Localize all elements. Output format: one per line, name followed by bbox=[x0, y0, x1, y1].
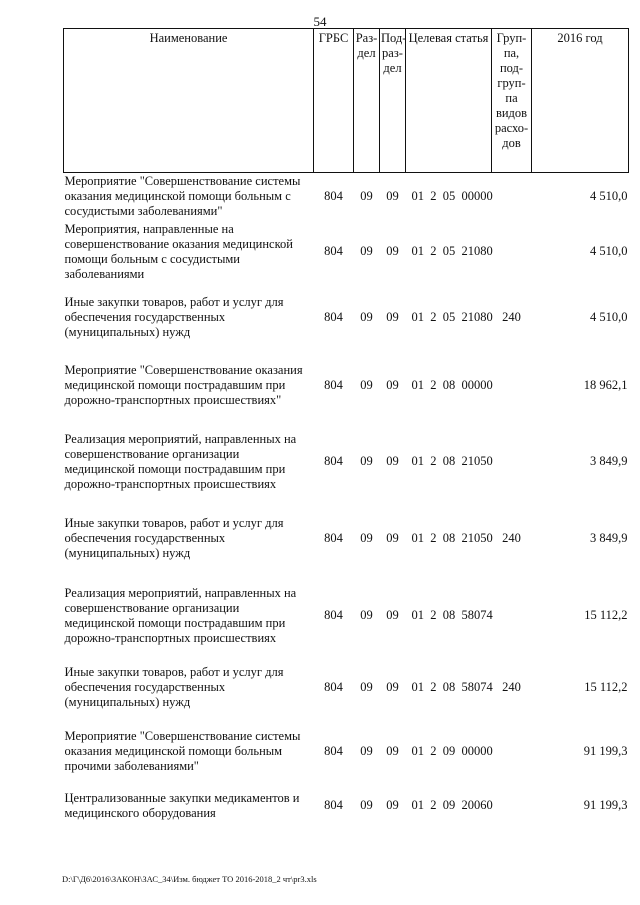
table-row bbox=[64, 173, 629, 221]
table-header bbox=[64, 29, 629, 173]
cell-podrazdel: 09 bbox=[386, 244, 399, 258]
cell-name: Иные закупки товаров, работ и услуг для обеспечения государственных (муниципальных) нужд bbox=[64, 665, 284, 709]
cell-amount: 91 199,3 bbox=[583, 744, 628, 758]
cell-podrazdel: 09 bbox=[386, 378, 399, 392]
table-row bbox=[64, 419, 629, 505]
cell-grbs: 804 bbox=[324, 744, 343, 758]
table-row bbox=[64, 505, 629, 573]
cell-target: 01 2 05 21080 bbox=[411, 244, 493, 258]
cell-name: Мероприятие "Совершенствование системы оказания медицинской помощи больным прочими заболеваниями" bbox=[64, 729, 301, 773]
cell-group: 240 bbox=[502, 310, 521, 324]
cell-grbs: 804 bbox=[324, 454, 343, 468]
table-row bbox=[64, 787, 629, 825]
footer-file-path: D:\Г\Д6\2016\ЗАКОН\ЗАС_34\Изм. бюджет ТО 2016-2018_2 чт\pr3.xls bbox=[62, 874, 317, 884]
cell-grbs: 804 bbox=[324, 378, 343, 392]
cell-grbs: 804 bbox=[324, 608, 343, 622]
cell-podrazdel: 09 bbox=[386, 454, 399, 468]
cell-group: 240 bbox=[502, 531, 521, 545]
cell-podrazdel: 09 bbox=[386, 680, 399, 694]
cell-amount: 3 849,9 bbox=[590, 531, 628, 545]
cell-amount: 4 510,0 bbox=[590, 189, 628, 204]
cell-name: Иные закупки товаров, работ и услуг для обеспечения государственных (муниципальных) нужд bbox=[64, 295, 284, 339]
header-group: Груп-па, под-груп-па видов расхо-дов bbox=[492, 29, 532, 173]
cell-podrazdel: 09 bbox=[386, 608, 399, 622]
table-row bbox=[64, 717, 629, 787]
table-body bbox=[64, 173, 629, 825]
cell-razdel: 09 bbox=[360, 454, 373, 468]
cell-group bbox=[492, 787, 532, 825]
cell-grbs: 804 bbox=[324, 531, 343, 545]
cell-target: 01 2 09 00000 bbox=[411, 744, 493, 758]
table-row bbox=[64, 573, 629, 659]
cell-grbs: 804 bbox=[324, 310, 343, 324]
cell-razdel: 09 bbox=[360, 798, 373, 812]
budget-table bbox=[63, 28, 629, 825]
cell-target: 01 2 09 20060 bbox=[411, 798, 493, 812]
cell-razdel: 09 bbox=[360, 744, 373, 758]
cell-podrazdel: 09 bbox=[386, 798, 399, 812]
table-row bbox=[64, 283, 629, 353]
table-row bbox=[64, 659, 629, 717]
header-year: 2016 год bbox=[532, 29, 629, 173]
cell-amount: 91 199,3 bbox=[583, 798, 628, 812]
cell-target: 01 2 08 21050 bbox=[411, 531, 493, 545]
header-target: Целевая статья bbox=[406, 29, 492, 173]
cell-group bbox=[492, 419, 532, 505]
cell-grbs: 804 bbox=[324, 189, 343, 204]
cell-razdel: 09 bbox=[360, 680, 373, 694]
cell-razdel: 09 bbox=[360, 531, 373, 545]
cell-grbs: 804 bbox=[324, 798, 343, 812]
cell-group: 240 bbox=[502, 680, 521, 694]
cell-razdel: 09 bbox=[360, 310, 373, 324]
page-number: 54 bbox=[313, 14, 327, 29]
cell-podrazdel: 09 bbox=[386, 189, 399, 204]
cell-razdel: 09 bbox=[360, 608, 373, 622]
cell-amount: 4 510,0 bbox=[590, 244, 628, 258]
cell-target: 01 2 08 58074 bbox=[411, 608, 493, 622]
cell-name: Мероприятия, направленные на совершенствование оказания медицинской помощи больным с сосудистыми заболеваниями bbox=[64, 221, 293, 281]
cell-grbs: 804 bbox=[324, 244, 343, 258]
cell-group bbox=[492, 173, 532, 221]
cell-amount: 3 849,9 bbox=[590, 454, 628, 468]
cell-podrazdel: 09 bbox=[386, 531, 399, 545]
cell-podrazdel: 09 bbox=[386, 744, 399, 758]
cell-group bbox=[492, 717, 532, 787]
table-row bbox=[64, 221, 629, 283]
cell-amount: 18 962,1 bbox=[583, 378, 628, 392]
cell-razdel: 09 bbox=[360, 189, 373, 204]
cell-name: Реализация мероприятий, направленных на совершенствование организации медицинской помощи пострадавшим при дорожно-транспортных происшествиях bbox=[64, 585, 297, 645]
cell-target: 01 2 08 00000 bbox=[411, 378, 493, 392]
cell-razdel: 09 bbox=[360, 244, 373, 258]
cell-amount: 15 112,2 bbox=[584, 608, 628, 622]
cell-group bbox=[492, 353, 532, 419]
cell-razdel: 09 bbox=[360, 378, 373, 392]
cell-amount: 4 510,0 bbox=[590, 310, 628, 324]
cell-target: 01 2 05 21080 bbox=[411, 310, 493, 324]
cell-name: Иные закупки товаров, работ и услуг для обеспечения государственных (муниципальных) нужд bbox=[64, 516, 284, 560]
cell-target: 01 2 08 58074 bbox=[411, 680, 493, 694]
cell-amount: 15 112,2 bbox=[584, 680, 628, 694]
cell-name: Мероприятие "Совершенствование оказания медицинской помощи пострадавшим при дорожно-транспортных происшествиях" bbox=[64, 363, 303, 407]
header-name: Наименование bbox=[64, 29, 314, 173]
table-row bbox=[64, 353, 629, 419]
cell-group bbox=[492, 221, 532, 283]
header-grbs: ГРБС bbox=[314, 29, 354, 173]
cell-group bbox=[492, 573, 532, 659]
cell-name: Мероприятие "Совершенствование системы оказания медицинской помощи больным с сосудистыми заболеваниями" bbox=[64, 174, 301, 219]
cell-target: 01 2 05 00000 bbox=[411, 189, 493, 204]
cell-name: Реализация мероприятий, направленных на совершенствование организации медицинской помощи пострадавшим при дорожно-транспортных происшествиях bbox=[64, 431, 297, 491]
cell-name: Централизованные закупки медикаментов и медицинского оборудования bbox=[64, 790, 300, 820]
cell-podrazdel: 09 bbox=[386, 310, 399, 324]
header-razdel: Раз-дел bbox=[354, 29, 380, 173]
header-podrazdel: Под-раз-дел bbox=[380, 29, 406, 173]
cell-grbs: 804 bbox=[324, 680, 343, 694]
cell-target: 01 2 08 21050 bbox=[411, 454, 493, 468]
